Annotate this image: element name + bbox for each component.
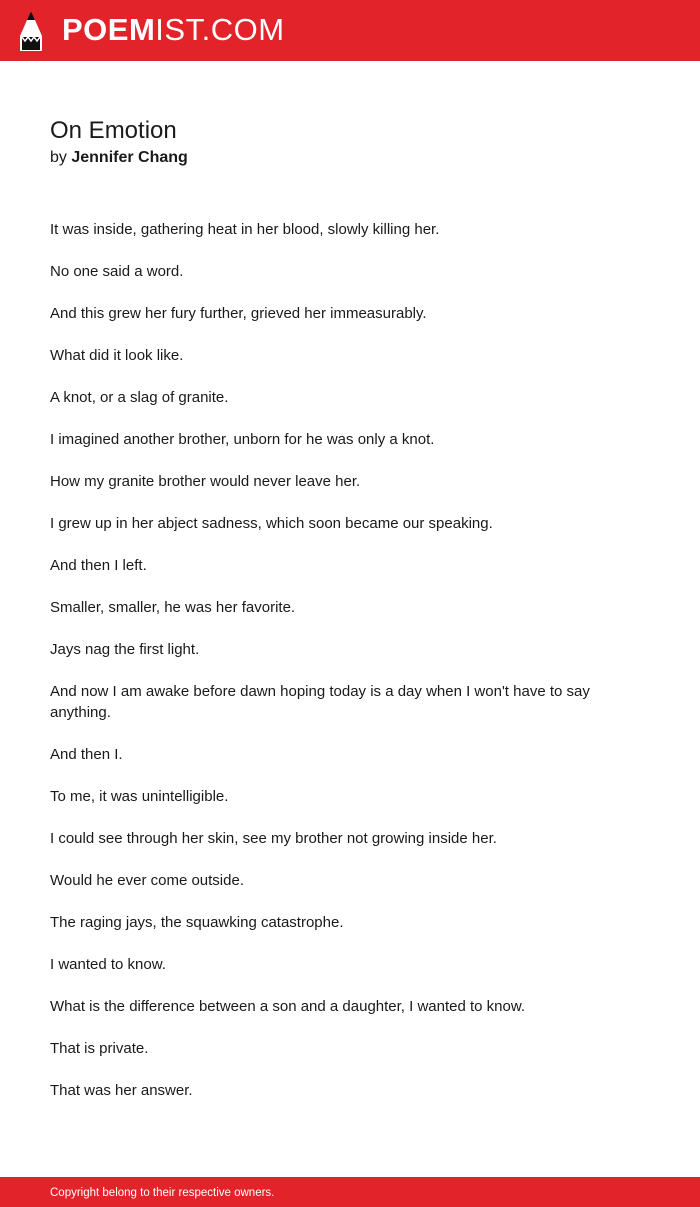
poem-line: I grew up in her abject sadness, which soon became our speaking.	[50, 515, 493, 532]
by-label: by	[50, 149, 67, 166]
poem-line: What did it look like.	[50, 347, 184, 364]
logo-bold-text: POEM	[62, 12, 156, 47]
poem-line: That was her answer.	[50, 1082, 193, 1099]
poem-line: And then I left.	[50, 557, 147, 574]
poem-line: Smaller, smaller, he was her favorite.	[50, 599, 296, 616]
site-logo[interactable]	[62, 12, 285, 48]
poem-line: A knot, or a slag of granite.	[50, 389, 229, 406]
poem-line: And then I.	[50, 746, 123, 763]
pencil-tip-icon[interactable]	[18, 10, 44, 52]
poem-line: How my granite brother would never leave her.	[50, 473, 361, 490]
poem-line: I imagined another brother, unborn for he was only a knot.	[50, 431, 435, 448]
poem-line: I wanted to know.	[50, 956, 166, 973]
logo-light-text: IST.COM	[155, 12, 285, 47]
poem-line: And this grew her fury further, grieved her immeasurably.	[50, 305, 427, 322]
poem-line: The raging jays, the squawking catastrophe.	[50, 914, 344, 931]
poem-line: To me, it was unintelligible.	[50, 788, 229, 805]
poem-line: What is the difference between a son and a daughter, I wanted to know.	[50, 998, 526, 1015]
site-footer	[0, 1177, 700, 1207]
poem-body	[50, 219, 595, 1122]
poem-line: Would he ever come outside.	[50, 872, 244, 889]
poem-line: Jays nag the first light.	[50, 641, 200, 658]
poem-line: That is private.	[50, 1040, 149, 1057]
author-name: Jennifer Chang	[71, 149, 188, 166]
poem-line: I could see through her skin, see my brother not growing inside her.	[50, 830, 497, 847]
poem-title: On Emotion	[50, 117, 177, 144]
poem-line: No one said a word.	[50, 263, 184, 280]
byline	[50, 148, 188, 168]
copyright-notice: Copyright belong to their respective owners.	[50, 1187, 275, 1199]
poem-line: And now I am awake before dawn hoping today is a day when I won't have to say anything.	[50, 683, 590, 721]
site-header	[0, 0, 700, 61]
poem-line: It was inside, gathering heat in her blood, slowly killing her.	[50, 221, 440, 238]
